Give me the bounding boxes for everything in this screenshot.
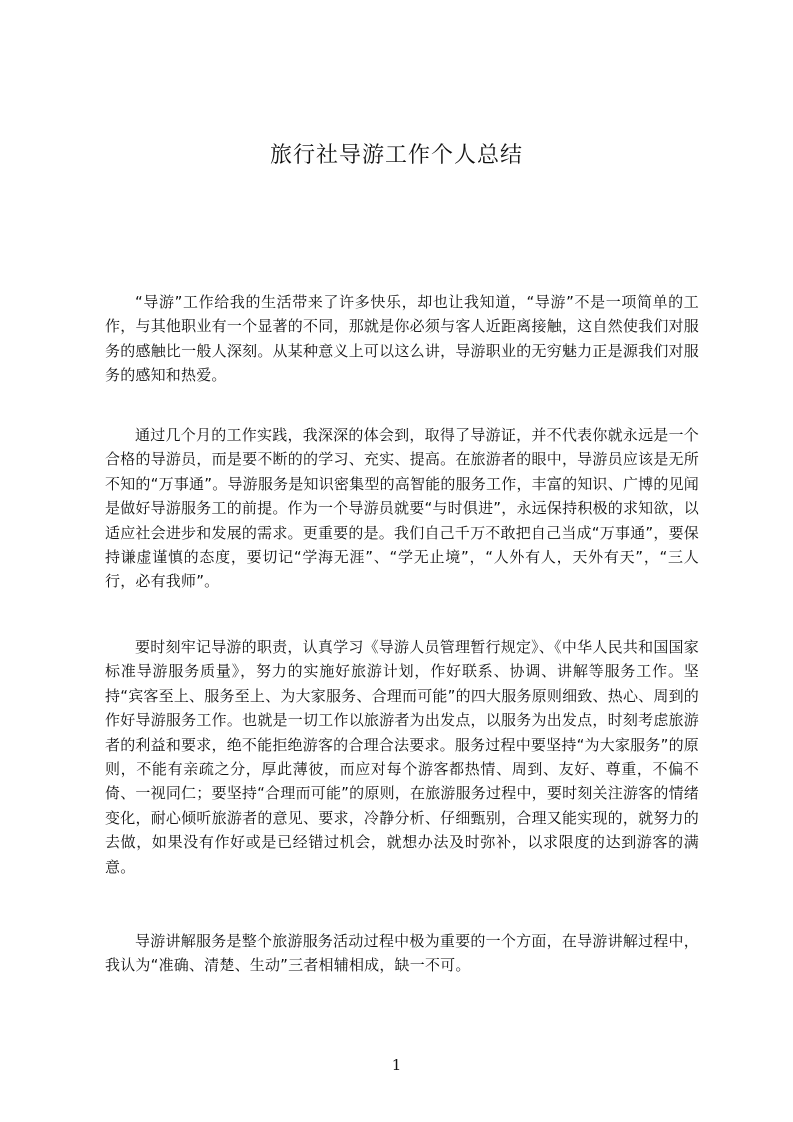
document-title: 旅行社导游工作个人总结 [269, 143, 523, 168]
paragraph-1: “导游”工作给我的生活带来了许多快乐，却也让我知道，“导游”不是一项简单的工作，与其他职业有一个显著的不同，那就是你必须与客人近距离接触，这自然使我们对服务的感触比一般人深刻。从某种意义上可以这么讲，导游职业的无穷魅力正是源我们对服务的感知和热爱。 [105, 293, 699, 385]
page-number: 1 [391, 1056, 402, 1074]
paragraph-2: 通过几个月的工作实践，我深深的体会到，取得了导游证，并不代表你就永远是一个合格的导游员，而是要不断的的学习、充实、提高。在旅游者的眼中，导游员应该是无所不知的“万事通”。导游服务是知识密集型的高智能的服务工作，丰富的知识、广博的见闻是做好导游服务工的前提。作为一个导游员就要“与时俱进”，永远保持积极的求知欲，以适应社会进步和发展的需求。更重要的是。我们自己千万不敢把自己当成“万事通”，要保持谦虚谨慎的态度，要切记“学海无涯”、“学无止境”，“人外有人，天外有天”，“三人行，必有我师”。 [105, 426, 699, 591]
paragraph-3: 要时刻牢记导游的职责，认真学习《导游人员管理暂行规定》、《中华人民共和国国家标准导游服务质量》，努力的实施好旅游计划，作好联系、协调、讲解等服务工作。坚持“宾客至上、服务至上、为大家服务、合理而可能”的四大服务原则细致、热心、周到的作好导游服务工作。也就是一切工作以旅游者为出发点，以服务为出发点，时刻考虑旅游者的利益和要求，绝不能拒绝游客的合理合法要求。服务过程中要坚持“为大家服务”的原则，不能有亲疏之分，厚此薄彼，而应对每个游客都热情、周到、友好、尊重，不偏不倚、一视同仁；要坚持“合理而可能”的原则，在旅游服务过程中，要时刻关注游客的情绪变化，耐心倾听旅游者的意见、要求，冷静分析、仔细甄别，合理又能实现的，就努力的去做，如果没有作好或是已经错过机会，就想办法及时弥补，以求限度的达到游客的满意。 [105, 638, 699, 876]
paragraph-4: 导游讲解服务是整个旅游服务活动过程中极为重要的一个方面，在导游讲解过程中，我认为“准确、清楚、生动”三者相辅相成，缺一不可。 [105, 932, 699, 975]
